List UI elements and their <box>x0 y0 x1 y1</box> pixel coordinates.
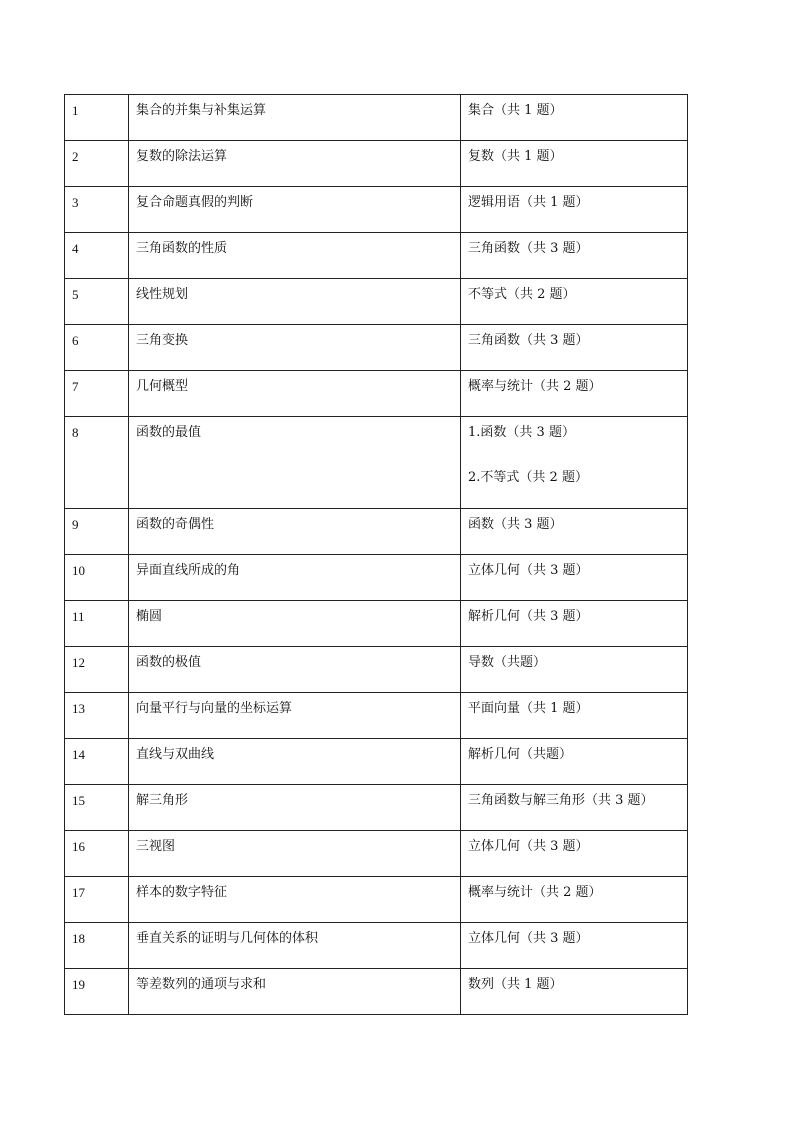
table-row <box>65 647 688 693</box>
category-line: 三角函数（共 3 题） <box>468 333 589 348</box>
category-line: 2.不等式（共 2 题） <box>468 470 588 485</box>
category-cell <box>461 509 688 555</box>
category-cell <box>461 877 688 923</box>
table-row <box>65 187 688 233</box>
table-row <box>65 969 688 1015</box>
row-number-cell: 9 <box>65 509 129 555</box>
topic-cell: 直线与双曲线 <box>129 739 461 785</box>
category-cell <box>461 923 688 969</box>
category-cell <box>461 325 688 371</box>
table-row <box>65 601 688 647</box>
row-number-cell: 10 <box>65 555 129 601</box>
table-row <box>65 279 688 325</box>
category-cell <box>461 831 688 877</box>
topic-table <box>64 94 688 1015</box>
row-number-cell: 5 <box>65 279 129 325</box>
topic-cell: 解三角形 <box>129 785 461 831</box>
topic-cell: 向量平行与向量的坐标运算 <box>129 693 461 739</box>
table-row <box>65 141 688 187</box>
topic-cell: 线性规划 <box>129 279 461 325</box>
category-line: 导数（共题） <box>468 655 547 670</box>
category-line: 解析几何（共 3 题） <box>468 609 589 624</box>
category-line: 函数（共 3 题） <box>468 517 563 532</box>
category-cell <box>461 233 688 279</box>
table-row <box>65 233 688 279</box>
category-line: 立体几何（共 3 题） <box>468 839 589 854</box>
row-number-cell: 11 <box>65 601 129 647</box>
category-cell <box>461 417 688 509</box>
category-line: 不等式（共 2 题） <box>468 287 576 302</box>
category-line: 解析几何（共题） <box>468 747 573 762</box>
topic-cell: 椭圆 <box>129 601 461 647</box>
topic-cell: 等差数列的通项与求和 <box>129 969 461 1015</box>
topic-cell: 三角函数的性质 <box>129 233 461 279</box>
category-cell <box>461 141 688 187</box>
topic-cell: 复数的除法运算 <box>129 141 461 187</box>
row-number-cell: 3 <box>65 187 129 233</box>
table-row <box>65 923 688 969</box>
row-number-cell: 12 <box>65 647 129 693</box>
category-cell <box>461 555 688 601</box>
row-number-cell: 13 <box>65 693 129 739</box>
topic-cell: 垂直关系的证明与几何体的体积 <box>129 923 461 969</box>
topic-cell: 函数的最值 <box>129 417 461 509</box>
category-cell <box>461 693 688 739</box>
category-line: 三角函数与解三角形（共 3 题） <box>468 793 654 808</box>
topic-cell: 几何概型 <box>129 371 461 417</box>
category-line: 逻辑用语（共 1 题） <box>468 195 589 210</box>
row-number-cell: 17 <box>65 877 129 923</box>
topic-cell: 异面直线所成的角 <box>129 555 461 601</box>
category-cell <box>461 785 688 831</box>
table-row <box>65 325 688 371</box>
topic-cell: 函数的极值 <box>129 647 461 693</box>
category-line: 概率与统计（共 2 题） <box>468 379 602 394</box>
topic-cell: 函数的奇偶性 <box>129 509 461 555</box>
table-row <box>65 417 688 509</box>
table-row <box>65 739 688 785</box>
topic-cell: 三视图 <box>129 831 461 877</box>
category-line: 平面向量（共 1 题） <box>468 701 589 716</box>
table-row <box>65 371 688 417</box>
row-number-cell: 14 <box>65 739 129 785</box>
table-row <box>65 831 688 877</box>
table-row <box>65 785 688 831</box>
category-cell <box>461 95 688 141</box>
table-row <box>65 877 688 923</box>
topic-cell: 复合命题真假的判断 <box>129 187 461 233</box>
row-number-cell: 18 <box>65 923 129 969</box>
row-number-cell: 8 <box>65 417 129 509</box>
category-cell <box>461 187 688 233</box>
topic-cell: 样本的数字特征 <box>129 877 461 923</box>
category-cell <box>461 739 688 785</box>
category-line: 1.函数（共 3 题） <box>468 425 575 440</box>
topic-cell: 三角变换 <box>129 325 461 371</box>
topic-table-body <box>65 95 688 1015</box>
category-line: 概率与统计（共 2 题） <box>468 885 602 900</box>
row-number-cell: 1 <box>65 95 129 141</box>
category-cell <box>461 969 688 1015</box>
category-line: 数列（共 1 题） <box>468 977 563 992</box>
category-line: 复数（共 1 题） <box>468 149 563 164</box>
category-cell <box>461 647 688 693</box>
row-number-cell: 16 <box>65 831 129 877</box>
category-cell <box>461 279 688 325</box>
topic-cell: 集合的并集与补集运算 <box>129 95 461 141</box>
category-line: 立体几何（共 3 题） <box>468 563 589 578</box>
row-number-cell: 6 <box>65 325 129 371</box>
category-cell <box>461 601 688 647</box>
row-number-cell: 19 <box>65 969 129 1015</box>
category-line: 三角函数（共 3 题） <box>468 241 589 256</box>
row-number-cell: 2 <box>65 141 129 187</box>
row-number-cell: 4 <box>65 233 129 279</box>
table-row <box>65 555 688 601</box>
table-row <box>65 509 688 555</box>
row-number-cell: 7 <box>65 371 129 417</box>
category-cell <box>461 371 688 417</box>
table-row <box>65 693 688 739</box>
table-row <box>65 95 688 141</box>
category-line: 立体几何（共 3 题） <box>468 931 589 946</box>
row-number-cell: 15 <box>65 785 129 831</box>
category-line: 集合（共 1 题） <box>468 103 563 118</box>
